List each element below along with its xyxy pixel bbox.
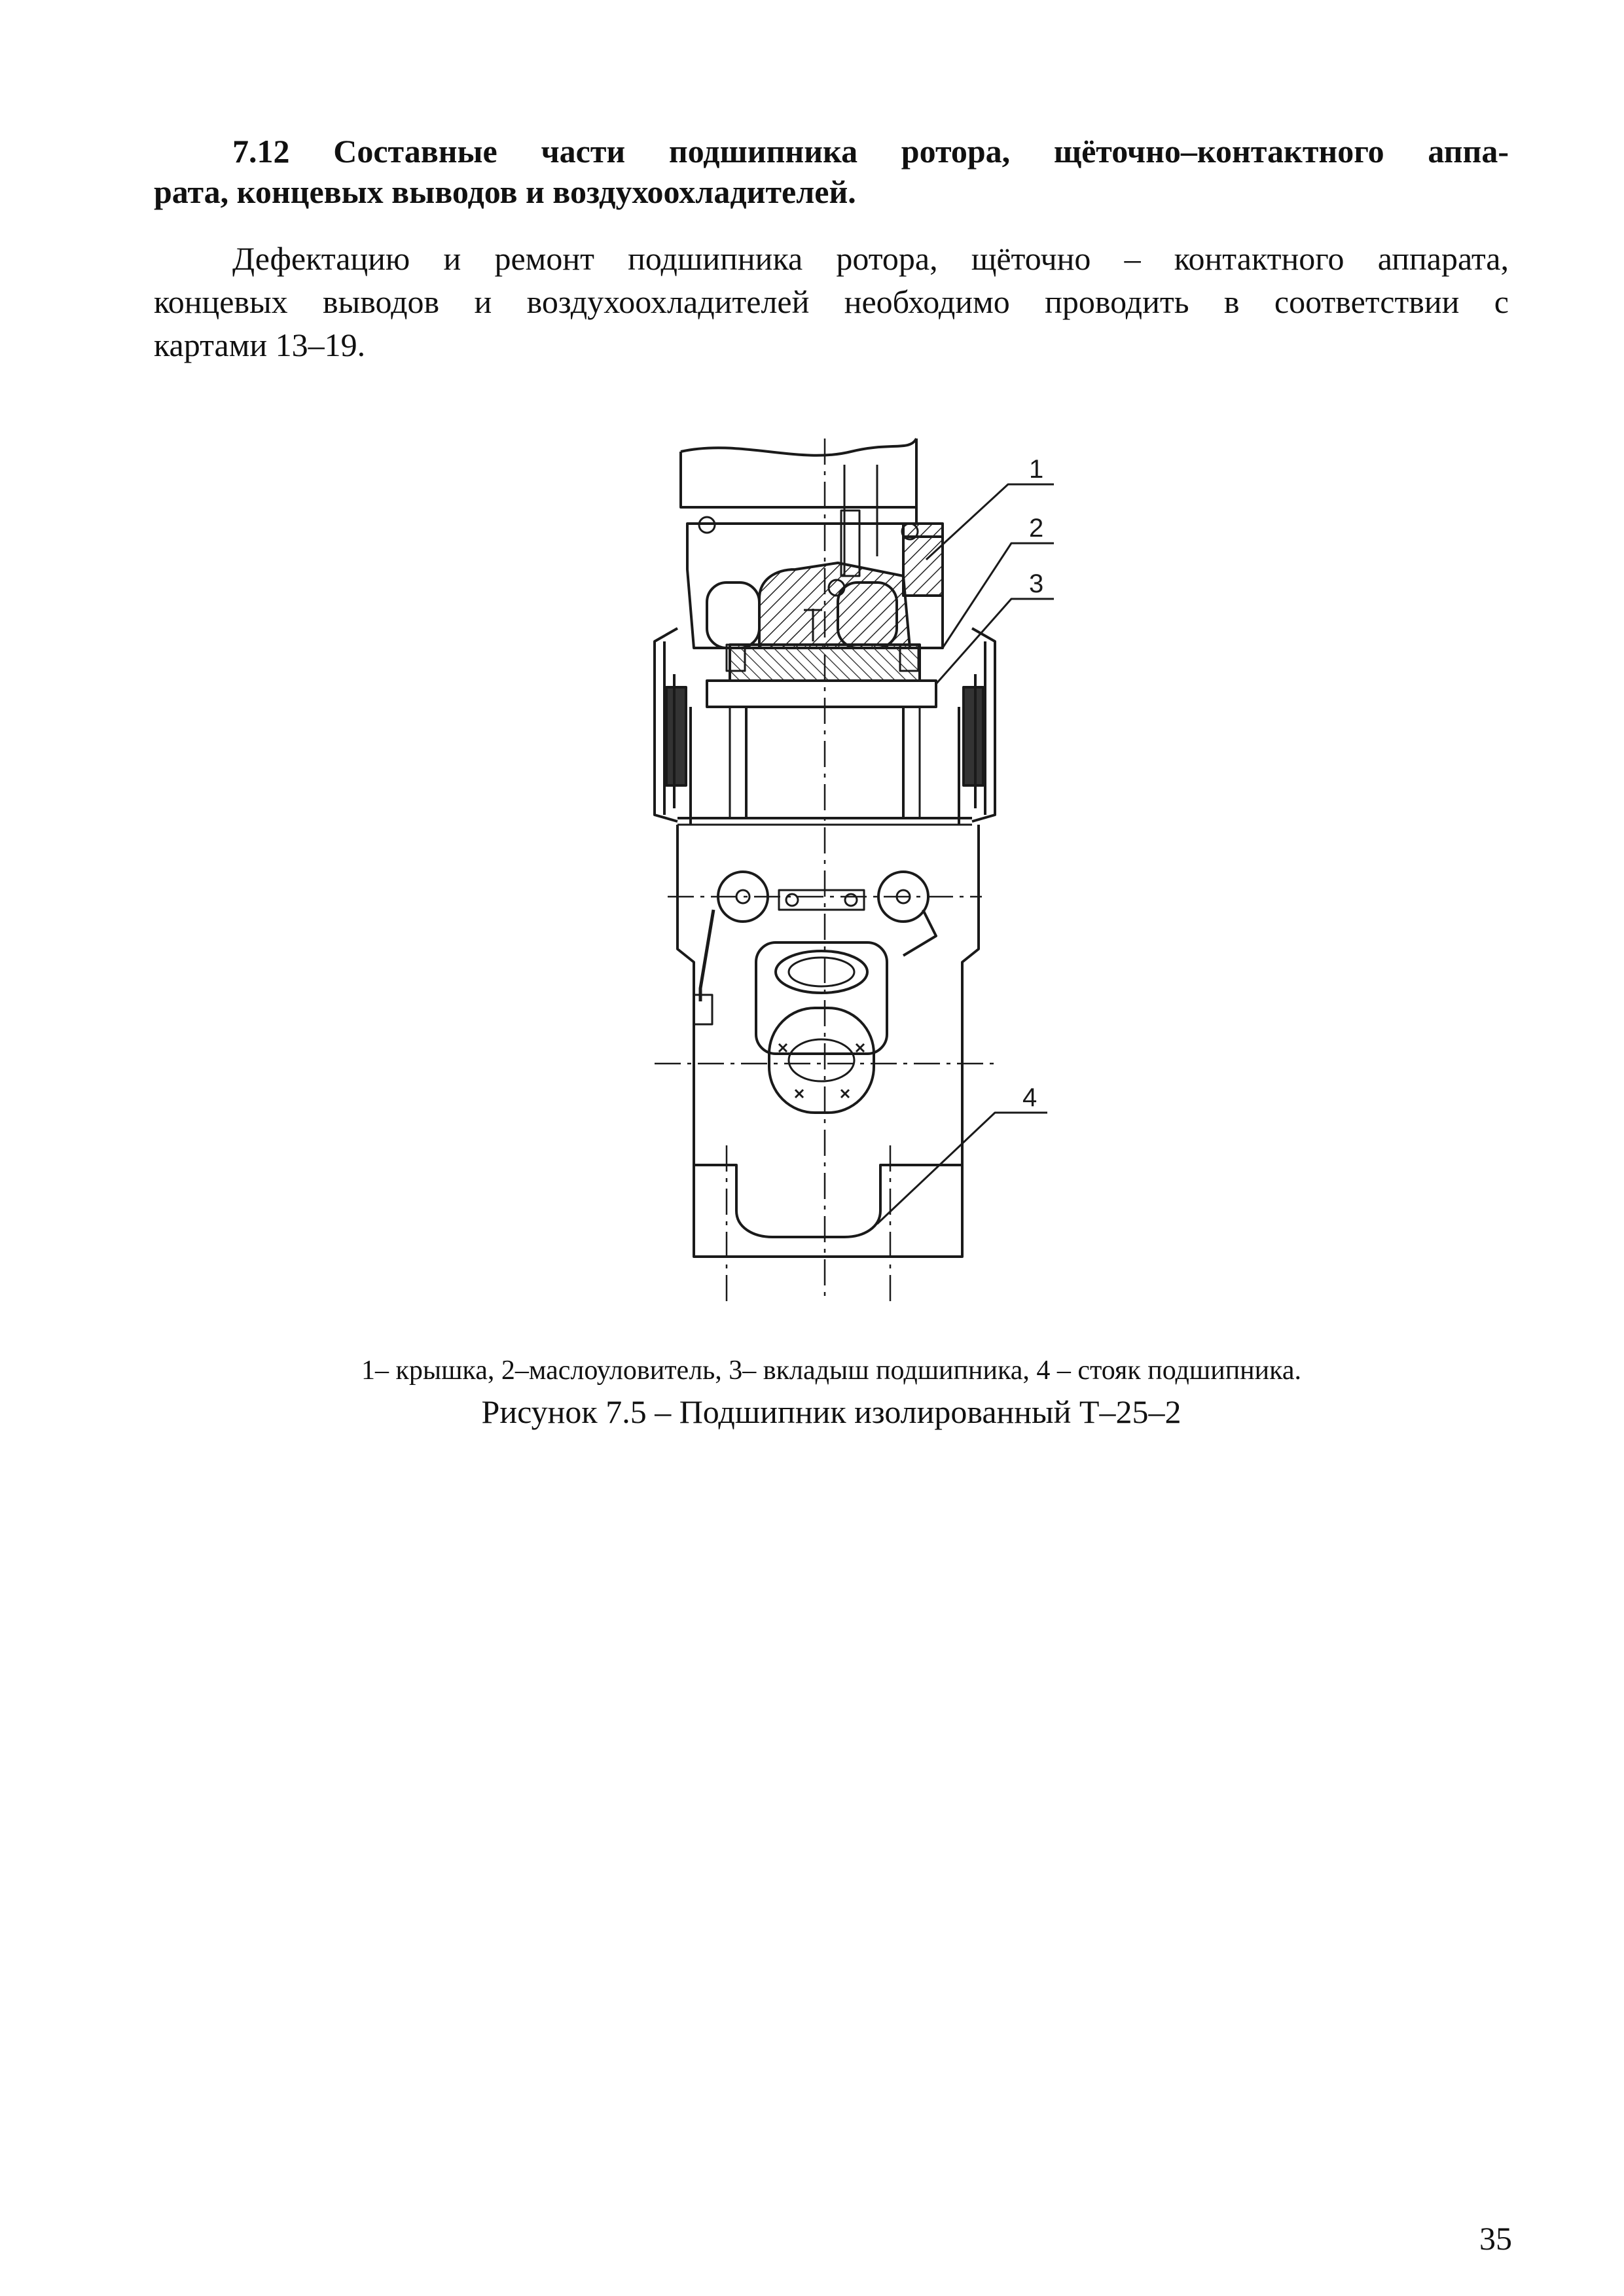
figure-title: Рисунок 7.5 – Подшипник изолированный Т–25–2 xyxy=(481,1393,1182,1430)
paragraph-line-2: концевых выводов и воздухоохладителей необходимо проводить в соответствии с xyxy=(154,283,1509,320)
bearing-pedestal xyxy=(677,825,979,1257)
section-heading-line-1: 7.12 Составные части подшипника ротора, щёточно–контактного аппа- xyxy=(232,133,1509,170)
bearing-cover xyxy=(687,517,943,648)
paragraph-line-1: Дефектацию и ремонт подшипника ротора, щёточно – контактного аппарата, xyxy=(232,240,1509,277)
paragraph-line-3: картами 13–19. xyxy=(154,327,366,363)
callout-3: 3 xyxy=(1029,569,1044,598)
page-number: 35 xyxy=(1479,2220,1512,2257)
bearing-liner xyxy=(707,645,936,707)
callout-4: 4 xyxy=(1022,1083,1038,1112)
callout-2: 2 xyxy=(1029,514,1044,543)
figure-legend: 1– крышка, 2–маслоуловитель, 3– вкладыш подшипника, 4 – стояк подшипника. xyxy=(361,1355,1302,1386)
section-heading xyxy=(154,131,1509,212)
section-heading-line-2: рата, концевых выводов и воздухоохладителей. xyxy=(154,173,856,210)
body-paragraph xyxy=(154,237,1509,367)
bearing-drawing xyxy=(628,425,1087,1316)
callout-1: 1 xyxy=(1029,455,1044,484)
shaft-top xyxy=(681,439,916,576)
